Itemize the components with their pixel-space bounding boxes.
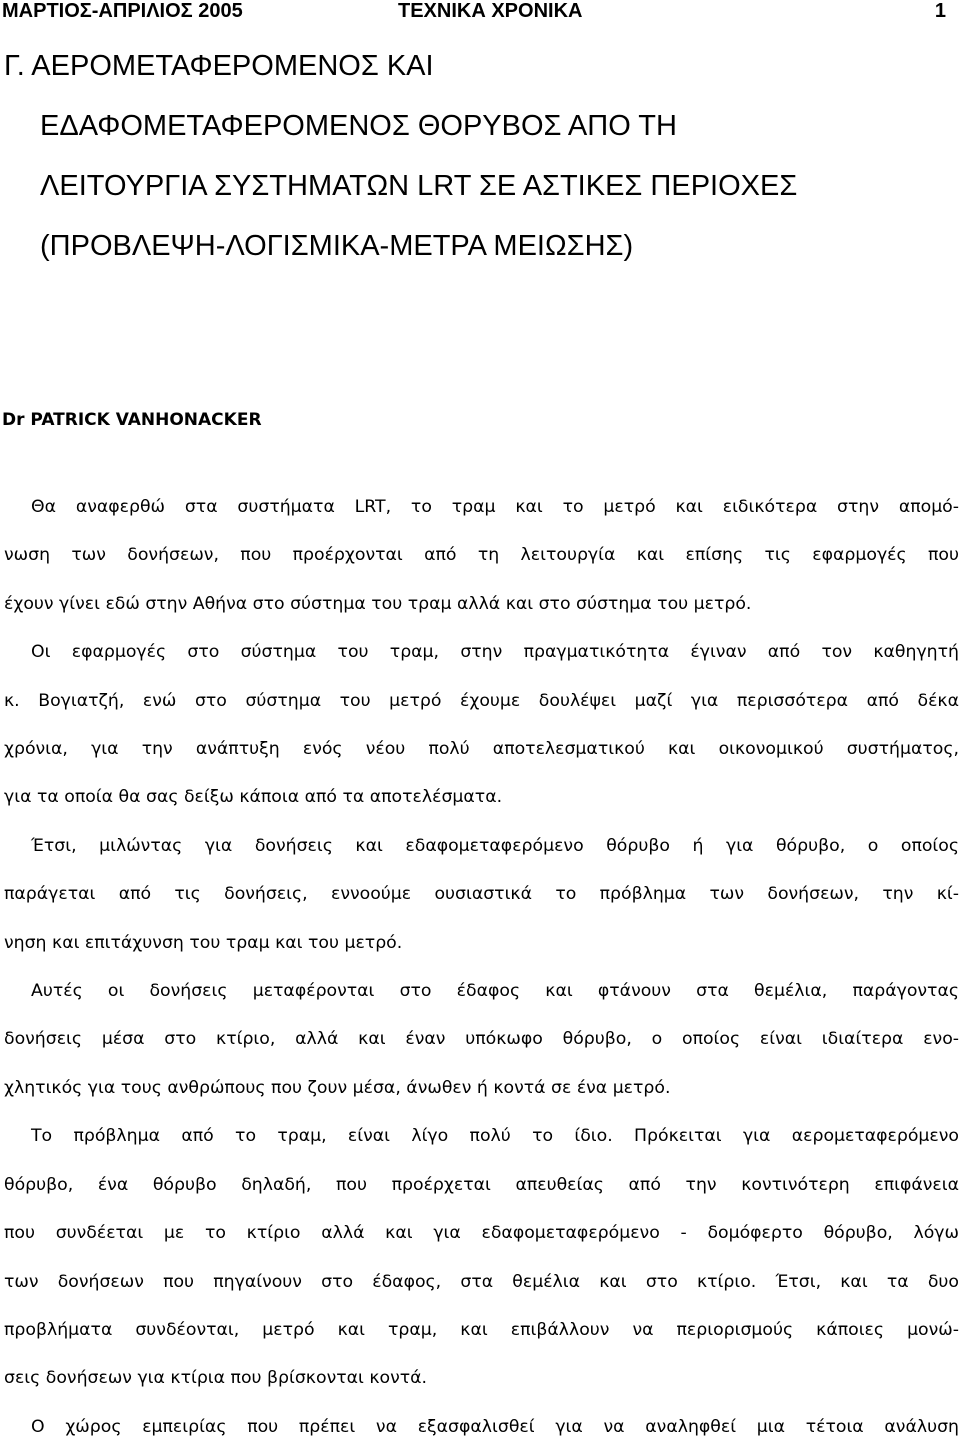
page-number: 1 bbox=[934, 0, 946, 22]
author-name: Dr PATRICK VANHONACKER bbox=[2, 410, 262, 430]
text-line: προβλήματα συνδέονται, μετρό και τραμ, και επιβάλλουν να περιορισμούς κάποιες μονώ- bbox=[4, 1319, 959, 1340]
journal-name: ΤΕΧΝΙΚΑ ΧΡΟΝΙΚΑ bbox=[398, 0, 583, 22]
paragraph bbox=[4, 483, 959, 628]
title-line: (ΠΡΟΒΛΕΨΗ-ΛΟΓΙΣΜΙΚΑ-ΜΕΤΡΑ ΜΕΙΩΣΗΣ) bbox=[40, 230, 634, 262]
text-line: Αυτές οι δονήσεις μεταφέρονται στο έδαφος και φτάνουν στα θεμέλια, παράγοντας bbox=[31, 981, 959, 1002]
title-line: ΕΔΑΦΟΜΕΤΑΦΕΡΟΜΕΝΟΣ ΘΟΡΥΒΟΣ ΑΠΟ ΤΗ bbox=[40, 110, 677, 142]
issue-date: ΜΑΡΤΙΟΣ-ΑΠΡΙΛΙΟΣ 2005 bbox=[2, 0, 243, 22]
text-line: Οι εφαρμογές στο σύστημα του τραμ, στην πραγματικότητα έγιναν από τον καθηγητή bbox=[31, 642, 959, 663]
text-line: χρόνια, για την ανάπτυξη ενός νέου πολύ αποτελεσματικού και οικονομικού συστήματος, bbox=[4, 739, 959, 760]
text-line: Έτσι, μιλώντας για δονήσεις και εδαφομεταφερόμενο θόρυβο ή για θόρυβο, ο οποίος bbox=[31, 835, 959, 856]
paragraph bbox=[4, 967, 959, 1112]
text-line: σεις δονήσεων για κτίρια που βρίσκονται κοντά. bbox=[4, 1368, 428, 1389]
paragraph bbox=[4, 822, 959, 967]
running-header bbox=[0, 0, 960, 26]
title-line: ΛΕΙΤΟΥΡΓΙΑ ΣΥΣΤΗΜΑΤΩΝ LRT ΣΕ ΑΣΤΙΚΕΣ ΠΕΡΙΟΧΕΣ bbox=[40, 170, 798, 202]
text-line: Ο χώρος εμπειρίας που πρέπει να εξασφαλισθεί για να αναληφθεί μια τέτοια ανάλυση bbox=[31, 1416, 959, 1437]
text-line: νωση των δονήσεων, που προέρχονται από τη λειτουργία και επίσης τις εφαρμογές που bbox=[4, 545, 959, 566]
article-title bbox=[4, 36, 940, 276]
text-line: δονήσεις μέσα στο κτίριο, αλλά και έναν υπόκωφο θόρυβο, ο οποίος είναι ιδιαίτερα ενο- bbox=[4, 1029, 959, 1050]
text-line: Θα αναφερθώ στα συστήματα LRT, το τραμ και το μετρό και ειδικότερα στην απομό- bbox=[31, 497, 959, 517]
text-line: χλητικός για τους ανθρώπους που ζουν μέσα, άνωθεν ή κοντά σε ένα μετρό. bbox=[4, 1077, 671, 1098]
text-line: που συνδέεται με το κτίριο αλλά και για εδαφομεταφερόμενο - δομόφερτο θόρυβο, λόγω bbox=[4, 1223, 959, 1244]
text-line: των δονήσεων που πηγαίνουν στο έδαφος, στα θεμέλια και στο κτίριο. Έτσι, και τα δυο bbox=[4, 1271, 959, 1292]
paragraph bbox=[4, 1112, 959, 1402]
paragraph bbox=[4, 1403, 959, 1451]
text-line: Το πρόβλημα από το τραμ, είναι λίγο πολύ το ίδιο. Πρόκειται για αερομεταφερόμενο bbox=[31, 1126, 959, 1147]
title-line: Γ. ΑΕΡΟΜΕΤΑΦΕΡΟΜΕΝΟΣ ΚΑΙ bbox=[4, 50, 434, 82]
text-line: κ. Βογιατζή, ενώ στο σύστημα του μετρό έχουμε δουλέψει μαζί για περισσότερα από δέκα bbox=[4, 690, 959, 711]
paragraph bbox=[4, 628, 959, 822]
text-line: θόρυβο, ένα θόρυβο δηλαδή, που προέρχεται απευθείας από την κοντινότερη επιφάνεια bbox=[4, 1174, 959, 1195]
text-line: για τα οποία θα σας δείξω κάποια από τα αποτελέσματα. bbox=[4, 787, 503, 808]
text-line: νηση και επιτάχυνση του τραμ και του μετρό. bbox=[4, 932, 403, 953]
text-line: έχουν γίνει εδώ στην Αθήνα στο σύστημα του τραμ αλλά και στο σύστημα του μετρό. bbox=[4, 593, 752, 614]
article-body bbox=[4, 483, 959, 1451]
text-line: παράγεται από τις δονήσεις, εννοούμε ουσιαστικά το πρόβλημα των δονήσεων, την κί- bbox=[4, 884, 959, 905]
